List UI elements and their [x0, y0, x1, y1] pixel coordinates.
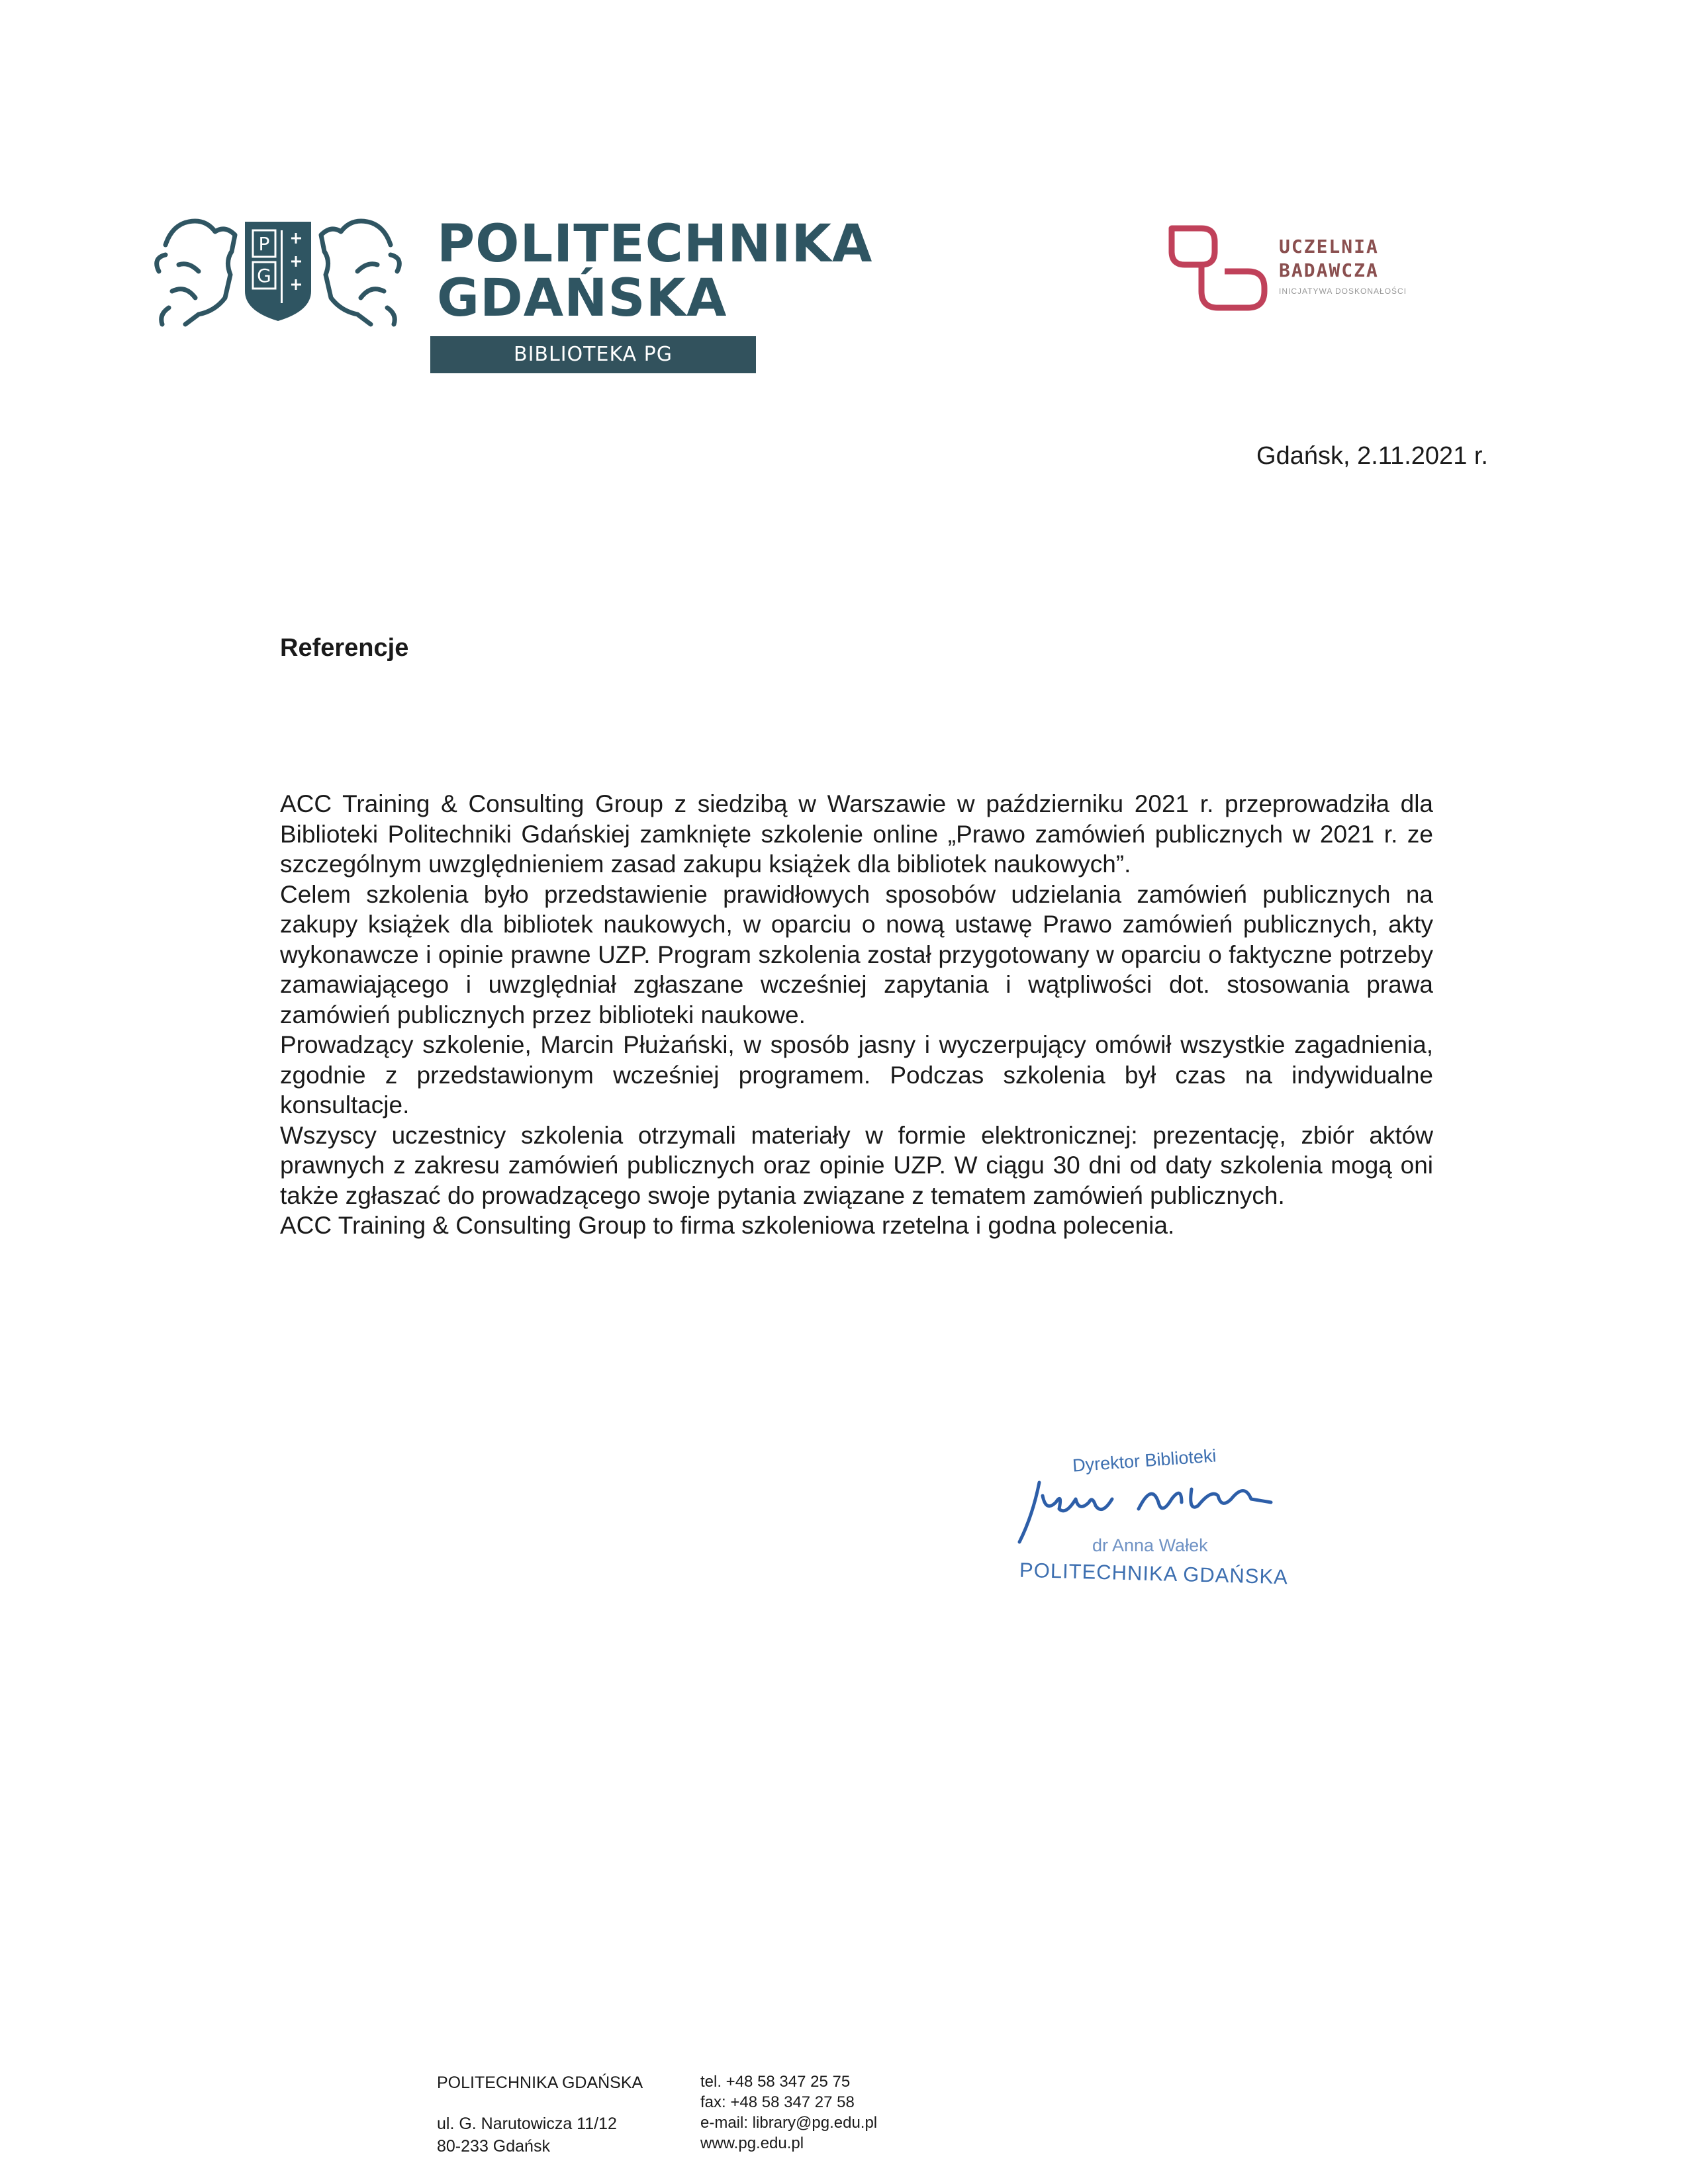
- pg-logo: [152, 199, 873, 377]
- footer-postal: 80-233 Gdańsk: [437, 2137, 550, 2156]
- library-badge: BIBLIOTEKA PG: [430, 336, 756, 373]
- paragraph: Wszyscy uczestnicy szkolenia otrzymali materiały w formie elektronicznej: prezentację, zbiór aktów prawnych z zakresu zamówień publicznych oraz opinie UZP. W ciągu 30 dni od daty szkolenia mogą oni także zgłaszać do prowadzącego swoje pytania związane z tematem zamówień publicznych.: [280, 1121, 1433, 1209]
- research-badge-line1: UCZELNIA: [1279, 236, 1379, 257]
- emblem-letter-p: P: [258, 233, 270, 255]
- letter-date: Gdańsk, 2.11.2021 r.: [1256, 442, 1488, 470]
- research-badge-line3: INICJATYWA DOSKONAŁOŚCI: [1279, 287, 1407, 296]
- letter-body: [280, 789, 1433, 1241]
- footer-institution: POLITECHNIKA GDAŃSKA: [437, 2073, 643, 2092]
- research-university-mark-icon: [1165, 215, 1271, 321]
- stamp-name: dr Anna Wałek: [1092, 1535, 1208, 1555]
- footer-fax: fax: +48 58 347 27 58: [700, 2093, 855, 2111]
- footer-email: e-mail: library@pg.edu.pl: [700, 2114, 878, 2132]
- footer-street: ul. G. Narutowicza 11/12: [437, 2115, 617, 2133]
- university-name-line1: POLITECHNIKA: [437, 214, 873, 274]
- footer-web: www.pg.edu.pl: [700, 2134, 804, 2152]
- signature-stamp-block: [993, 1436, 1364, 1608]
- university-name-line2: GDAŃSKA: [437, 269, 727, 328]
- research-university-logo: [1165, 215, 1417, 321]
- footer-address: [437, 2071, 682, 2158]
- paragraph: ACC Training & Consulting Group z siedzibą w Warszawie w październiku 2021 r. przeprowadziła dla Biblioteki Politechniki Gdańskiej zamknięte szkolenie online „Prawo zamówień publicznych w 2021 r. ze szczególnym uwzględnieniem zasad zakupu książek dla bibliotek naukowych”.: [280, 790, 1433, 878]
- footer-contact: [700, 2071, 978, 2154]
- stamp-title: Dyrektor Biblioteki: [1072, 1445, 1217, 1476]
- pg-emblem-icon: [152, 199, 404, 331]
- paragraph: ACC Training & Consulting Group to firma szkoleniowa rzetelna i godna polecenia.: [280, 1212, 1175, 1239]
- footer-tel: tel. +48 58 347 25 75: [700, 2073, 851, 2091]
- paragraph: Celem szkolenia było przedstawienie prawidłowych sposobów udzielania zamówień publicznych na zakupy książek dla bibliotek naukowych, w oparciu o nową ustawę Prawo zamówień publicznych, akty wykonawcze i opinie prawne UZP. Program szkolenia został przygotowany w oparciu o faktyczne potrzeby zamawiającego i uwzględniał zgłaszane wcześniej zapytania i wątpliwości dot. stosowania prawa zamówień publicznych przez biblioteki naukowe.: [280, 880, 1433, 1028]
- stamp-institution: POLITECHNIKA GDAŃSKA: [1019, 1558, 1289, 1589]
- paragraph: Prowadzący szkolenie, Marcin Płużański, w sposób jasny i wyczerpujący omówił wszystkie zagadnienia, zgodnie z przedstawionym wcześniej programem. Podczas szkolenia był czas na indywidualne konsultacje.: [280, 1031, 1433, 1118]
- emblem-letter-g: G: [257, 265, 271, 287]
- letter-heading: Referencje: [280, 634, 409, 662]
- research-badge-line2: BADAWCZA: [1279, 259, 1379, 281]
